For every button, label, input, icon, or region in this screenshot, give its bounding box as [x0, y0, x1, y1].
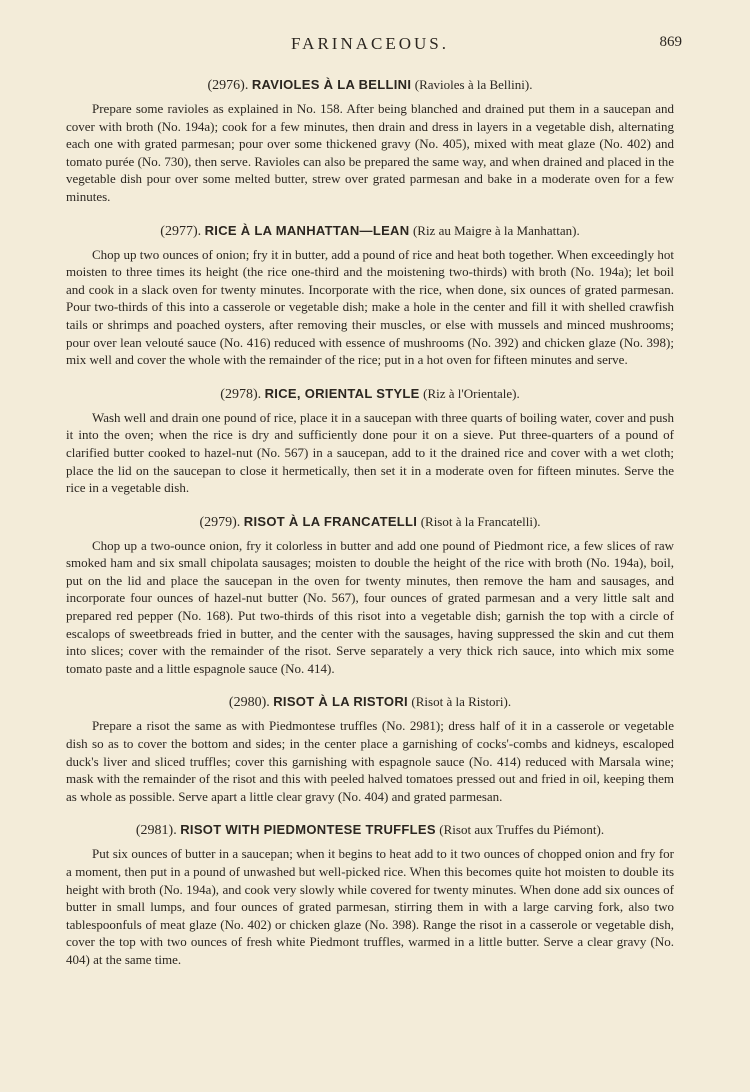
recipe-name: RICE À LA MANHATTAN—LEAN	[204, 222, 410, 238]
recipe-2977	[66, 222, 674, 369]
recipe-name: RISOT WITH PIEDMONTESE TRUFFLES	[180, 822, 436, 838]
recipe-number: (2978).	[220, 386, 262, 402]
recipe-2980	[66, 693, 674, 805]
recipe-name: RISOT À LA FRANCATELLI	[243, 513, 418, 529]
recipe-french-name: (Risot aux Truffes du Piémont).	[439, 822, 605, 838]
recipe-french-name: (Ravioles à la Bellini).	[414, 77, 533, 92]
recipe-2979	[66, 513, 674, 678]
recipe-heading	[66, 76, 674, 95]
recipe-name: RICE, ORIENTAL STYLE	[264, 385, 420, 401]
recipe-text: Put six ounces of butter in a saucepan; when it begins to heat add to it two ounces of chopped onion and fry for a moment, then put in a pound of unwashed but well-picked rice. When this becomes quite hot moisten to double its height with broth (No. 194a), and cook very slowly while covered for twenty minutes. When done add six ounces of butter in small lumps, and four ounces of grated parmesan, stirring them in with a large carving fork, also two tablespoonfuls of meat glaze (No. 402) or chicken glaze (No. 398). Range the risot in a casserole or vegetable dish, cover the top with two ounces of fresh white Piedmont truffles, warmed in a little butter. Serve a clear gravy (No. 404) at the same time.	[66, 846, 674, 967]
recipe-heading	[66, 385, 674, 404]
recipe-heading	[66, 821, 674, 840]
recipe-text: Chop up a two-ounce onion, fry it colorless in butter and add one pound of Piedmont rice, a few slices of raw smoked ham and six small chipolata sausages; moisten to double the height of the rice with broth (No. 194a), boil, put on the lid and place the saucepan in the oven for twenty minutes, then remove the ham and sausages, and incorporate four ounces of hazel-nut butter (No. 567), four ounces of grated parmesan and a very little salt and prepared red pepper (No. 168). Put two-thirds of this risot into a vegetable dish; garnish the top with a circle of escalops of sweetbreads fried in butter, and the center with the sausages, having suppressed the skin and cut them into slices; cover with the remainder of the risot. Serve separately a very thick rich sauce, into which mix some tomato paste and a little espagnole sauce (No. 414).	[66, 537, 674, 676]
recipe-number: (2980).	[228, 695, 270, 711]
recipe-name: RISOT À LA RISTORI	[273, 694, 408, 710]
page-number: 869	[659, 34, 682, 50]
recipe-french-name: (Risot à la Francatelli).	[420, 513, 541, 529]
recipe-2976	[66, 76, 674, 206]
recipe-heading	[66, 513, 674, 532]
recipe-number: (2977).	[160, 223, 202, 239]
recipe-heading	[66, 222, 674, 241]
recipe-number: (2976).	[207, 78, 249, 93]
recipe-french-name: (Risot à la Ristori).	[411, 694, 512, 710]
recipe-2981	[66, 821, 674, 968]
recipe-french-name: (Riz à l'Orientale).	[423, 385, 520, 401]
recipe-2978	[66, 385, 674, 497]
recipe-text: Prepare a risot the same as with Piedmontese truffles (No. 2981); dress half of it in a casserole or vegetable dish so as to cover the bottom and sides; in the center place a garnishing of cocks'-combs and kidneys, escaloped duck's liver and sliced truffles; cover this garnishing with espagnole sauce (No. 414) reduced with Marsala wine; mask with the remainder of the risot and this with peeled halved tomatoes pressed out and fried in oil, keeping them as whole as possible. Serve apart a little clear gravy (No. 404) and grated parmesan.	[66, 718, 674, 804]
recipe-text: Prepare some ravioles as explained in No. 158. After being blanched and drained put them in a saucepan and cover with broth (No. 194a); cook for a few minutes, then drain and dress in layers in a vegetable dish, alternating each one with grated parmesan; pour over some thickened gravy (No. 405), mixed with meat glaze (No. 402) and tomato purée (No. 730), then serve. Ravioles can also be prepared the same way, and when drained and placed in the vegetable dish pour over some melted butter, strew over grated parmesan and bake in a moderate oven for a few minutes.	[66, 101, 674, 204]
recipe-number: (2979).	[199, 514, 241, 530]
recipe-name: RAVIOLES À LA BELLINI	[251, 77, 412, 92]
recipe-text: Wash well and drain one pound of rice, place it in a saucepan with three quarts of boiling water, cover and push it into the oven; when the rice is dry and sufficiently done pour it on a sieve. Put three-quarters of a pound of clarified butter cooked to hazel-nut (No. 567) in a saucepan, add to it the drained rice and cover with a wet cloth; place the lid on the saucepan to close it hermetically, then set it in a moderate oven for fifteen minutes. Serve the rice in a vegetable dish.	[66, 409, 674, 496]
section-title: FARINACEOUS.	[290, 34, 449, 53]
recipe-french-name: (Riz au Maigre à la Manhattan).	[412, 222, 580, 238]
recipe-text: Chop up two ounces of onion; fry it in butter, add a pound of rice and heat both together. When exceedingly hot moisten to three times its height (the rice one-third and the moistening two-thirds) with broth (No. 194a); let boil and cook in a slack oven for twenty minutes. Incorporate with the rice, when done, six ounces of grated parmesan. Pour two-thirds of this into a casserole or vegetable dish; make a hole in the center and fill it with shelled crawfish tails or shrimps and poached oysters, after removing their muscles, or else with mussels and minced mushrooms; pour over lean velouté sauce (No. 416) reduced with essence of mushrooms (No. 392) and chicken glaze (No. 398); mix well and cover the whole with the remainder of the rice; put in a hot oven for fifteen minutes and serve.	[66, 246, 674, 368]
recipe-heading	[66, 693, 674, 712]
recipe-number: (2981).	[135, 823, 177, 839]
running-head	[66, 30, 682, 60]
